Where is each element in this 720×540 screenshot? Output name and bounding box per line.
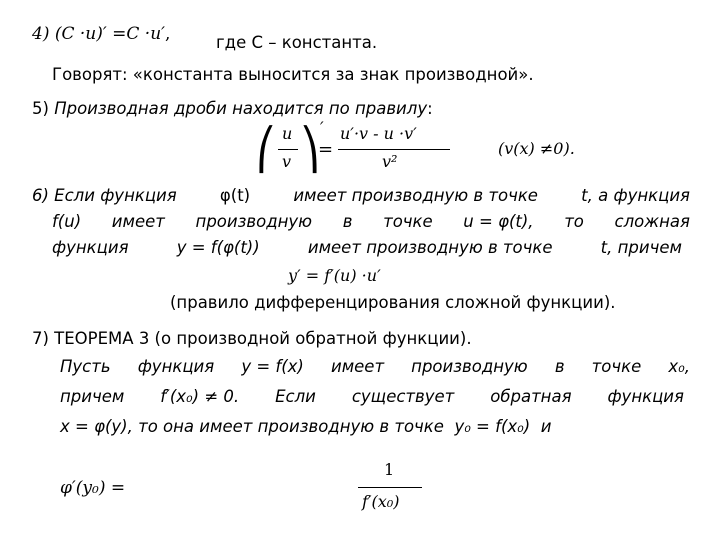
rule6-chain-rule-formula: y′ = f′(u) ·u′ [288, 266, 381, 285]
rule7-l3-c: и [540, 417, 552, 436]
rule7-l2-b: f′(x₀) ≠ 0. [160, 387, 240, 406]
rule7-line-1 [60, 356, 690, 378]
rule4-comma: , [165, 24, 171, 44]
rule6-line-2 [52, 211, 690, 233]
rule4-formula [32, 24, 170, 44]
rule7-l2-f: функция [607, 387, 684, 406]
rule5-intro-text: Производная дроби находится по правилу [54, 99, 428, 118]
rule7-l2-c: Если [275, 387, 316, 406]
rule7-l1-h: x₀, [668, 357, 690, 376]
rule7-l1-c: y = f(x) [241, 357, 304, 376]
rule6-chain-rule-note: (правило дифференцирования сложной функции). [170, 293, 616, 312]
rule7-line-3 [60, 416, 551, 438]
rule6-l2-a: f(u) [52, 212, 82, 231]
rule5-condition: (v(x) ≠0). [498, 139, 575, 158]
rule6-l3-c: имеет производную в точке [307, 238, 553, 257]
rule7-formula-numerator: 1 [384, 460, 395, 479]
rule7-l1-g: точке [591, 357, 642, 376]
rule7-theorem-title: 7) ТЕОРЕМА 3 (о производной обратной функции). [32, 329, 472, 348]
rule5-intro [32, 98, 433, 120]
rule5-rhs-fraction-bar [338, 149, 450, 150]
rule6-l2-f: u = φ(t), [463, 212, 534, 231]
rule6-l3-d: t, причем [600, 238, 682, 257]
rule6-l1-c: имеет производную в точке [293, 186, 538, 205]
rule7-l2-d: существует [351, 387, 455, 406]
rule5-equals: = [318, 139, 334, 160]
rule5-rhs-denominator: v² [382, 152, 398, 171]
rule7-l3-a: x = φ(y), то она имеет производную в точке [60, 417, 444, 436]
rule5-lhs-left-paren: ⎛ [256, 127, 276, 173]
rule6-l1-b: φ(t) [219, 186, 251, 205]
rule7-formula-lhs: φ′(y₀) = [60, 478, 126, 498]
rule7-l2-e: обратная [490, 387, 572, 406]
rule6-l2-d: в [342, 212, 353, 231]
rule5-number: 5) [32, 99, 55, 118]
rule4-formula-text: 4) (C ·u)′ =C ·u′ [32, 24, 166, 44]
rule6-l2-b: имеет [111, 212, 165, 231]
rule7-fraction-bar [358, 487, 422, 488]
rule5-colon: : [427, 99, 433, 118]
rule6-line-3 [52, 237, 682, 259]
rule4-constant-note: где C – константа. [216, 33, 378, 52]
rule4-saying: Говорят: «константа выносится за знак производной». [52, 65, 534, 84]
rule5-lhs-prime: ′ [320, 118, 324, 137]
rule7-l1-f: в [554, 357, 565, 376]
rule7-line-2 [60, 386, 684, 408]
rule5-rhs-numerator: u′·v - u ·v′ [340, 124, 417, 143]
rule7-l3-b: y₀ = f(x₀) [454, 417, 531, 436]
rule6-l1-d: t, а функция [581, 186, 690, 205]
rule7-l2-a: причем [60, 387, 125, 406]
rule5-lhs-fraction-bar [278, 149, 298, 150]
rule6-l3-a: функция [52, 238, 129, 257]
rule7-l1-d: имеет [330, 357, 385, 376]
rule7-l1-a: Пусть [60, 357, 111, 376]
rule5-lhs-denominator: v [282, 152, 292, 171]
rule7-formula-denominator: f′(x₀) [362, 492, 400, 511]
rule6-l2-h: сложная [614, 212, 690, 231]
rule6-l2-e: точке [383, 212, 433, 231]
rule6-l2-g: то [564, 212, 584, 231]
rule6-l1-a: 6) Если функция [32, 186, 177, 205]
rule7-l1-e: производную [411, 357, 528, 376]
rule7-l1-b: функция [137, 357, 215, 376]
rule6-l3-b: y = f(φ(t)) [176, 238, 260, 257]
rule5-lhs-right-paren: ⎞ [300, 127, 320, 173]
rule6-line-1 [32, 185, 690, 207]
rule5-lhs-numerator: u [282, 124, 293, 143]
rule6-l2-c: производную [195, 212, 313, 231]
